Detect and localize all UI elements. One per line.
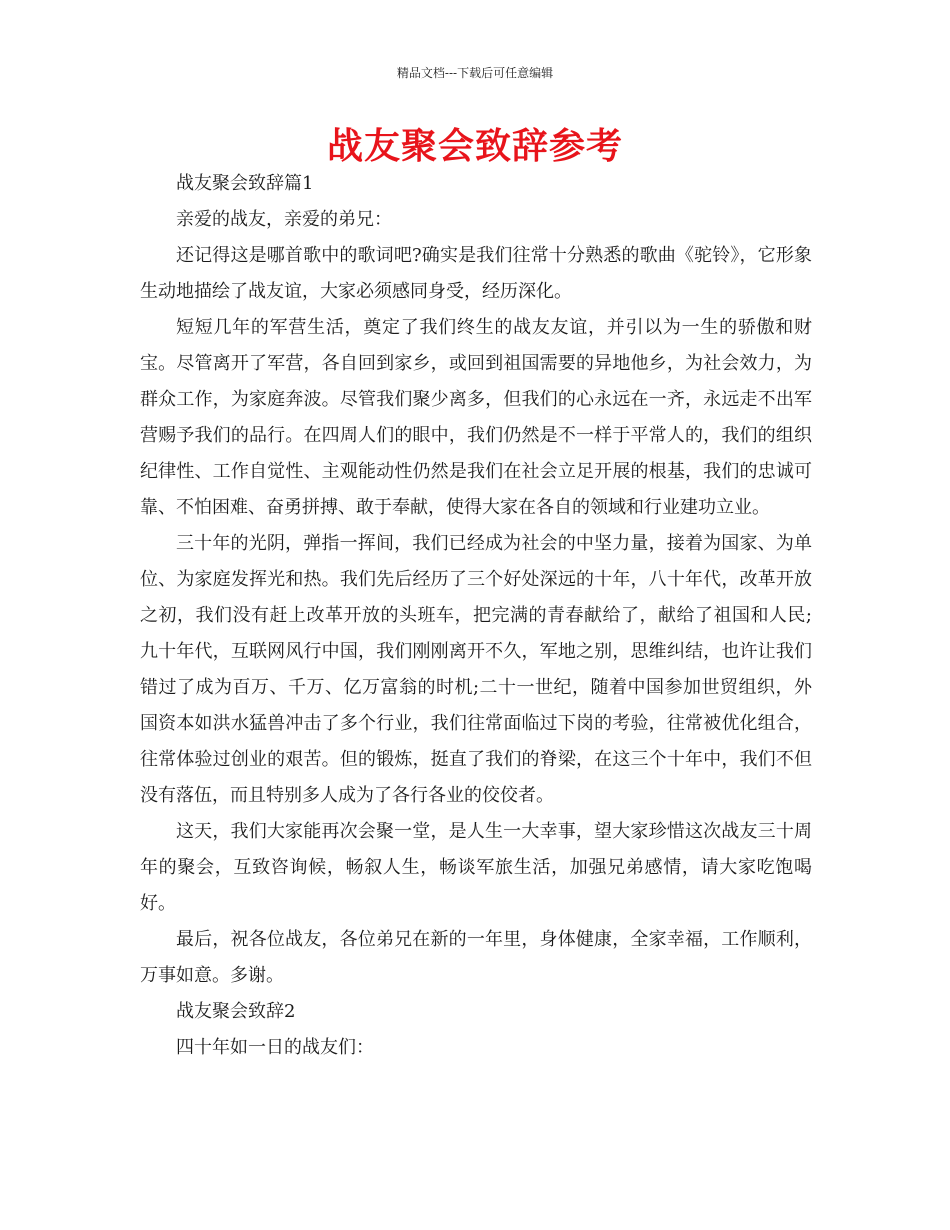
document-body bbox=[140, 166, 812, 1066]
header-note: 精品文档---下载后可任意编辑 bbox=[396, 66, 554, 80]
paragraph: 这天，我们大家能再次会聚一堂，是人生一大幸事，望大家珍惜这次战友三十周年的聚会，互致咨询候，畅叙人生，畅谈军旅生活，加强兄弟感情，请大家吃饱喝好。 bbox=[140, 821, 812, 914]
document-title: 战友聚会致辞参考 bbox=[326, 126, 623, 167]
salutation-2: 四十年如一日的战友们： bbox=[176, 1037, 374, 1058]
section-heading-1: 战友聚会致辞篇1 bbox=[176, 173, 314, 194]
paragraph: 短短几年的军营生活，奠定了我们终生的战友友谊，并引以为一生的骄傲和财宝。尽管离开了军营，各自回到家乡，或回到祖国需要的异地他乡，为社会效力，为群众工作，为家庭奔波。尽管我们聚少离多，但我们的心永远在一齐，永远走不出军营赐予我们的品行。在四周人们的眼中，我们仍然是不一样于平常人的，我们的组织纪律性、工作自觉性、主观能动性仍然是我们在社会立足开展的根基，我们的忠诚可靠、不怕困难、奋勇拼搏、敢于奉献，使得大家在各自的领域和行业建功立业。 bbox=[140, 317, 812, 518]
section-heading-2: 战友聚会致辞2 bbox=[176, 1001, 296, 1022]
paragraph: 还记得这是哪首歌中的歌词吧?确实是我们往常十分熟悉的歌曲《驼铃》，它形象生动地描绘了战友谊，大家必须感同身受，经历深化。 bbox=[140, 245, 812, 302]
salutation-1: 亲爱的战友，亲爱的弟兄： bbox=[176, 209, 392, 230]
paragraph: 三十年的光阴，弹指一挥间，我们已经成为社会的中坚力量，接着为国家、为单位、为家庭发挥光和热。我们先后经历了三个好处深远的十年，八十年代，改革开放之初，我们没有赶上改革开放的头班车，把完满的青春献给了，献给了祖国和人民;九十年代，互联网风行中国，我们刚刚离开不久，军地之别，思维纠结，也许让我们错过了成为百万、千万、亿万富翁的时机;二十一世纪，随着中国参加世贸组织，外国资本如洪水猛兽冲击了多个行业，我们往常面临过下岗的考验，往常被优化组合，往常体验过创业的艰苦。但的锻炼，挺直了我们的脊梁，在这三个十年中，我们不但没有落伍，而且特别多人成为了各行各业的佼佼者。 bbox=[140, 533, 812, 806]
paragraph: 最后，祝各位战友，各位弟兄在新的一年里，身体健康，全家幸福，工作顺利，万事如意。多谢。 bbox=[140, 929, 812, 986]
